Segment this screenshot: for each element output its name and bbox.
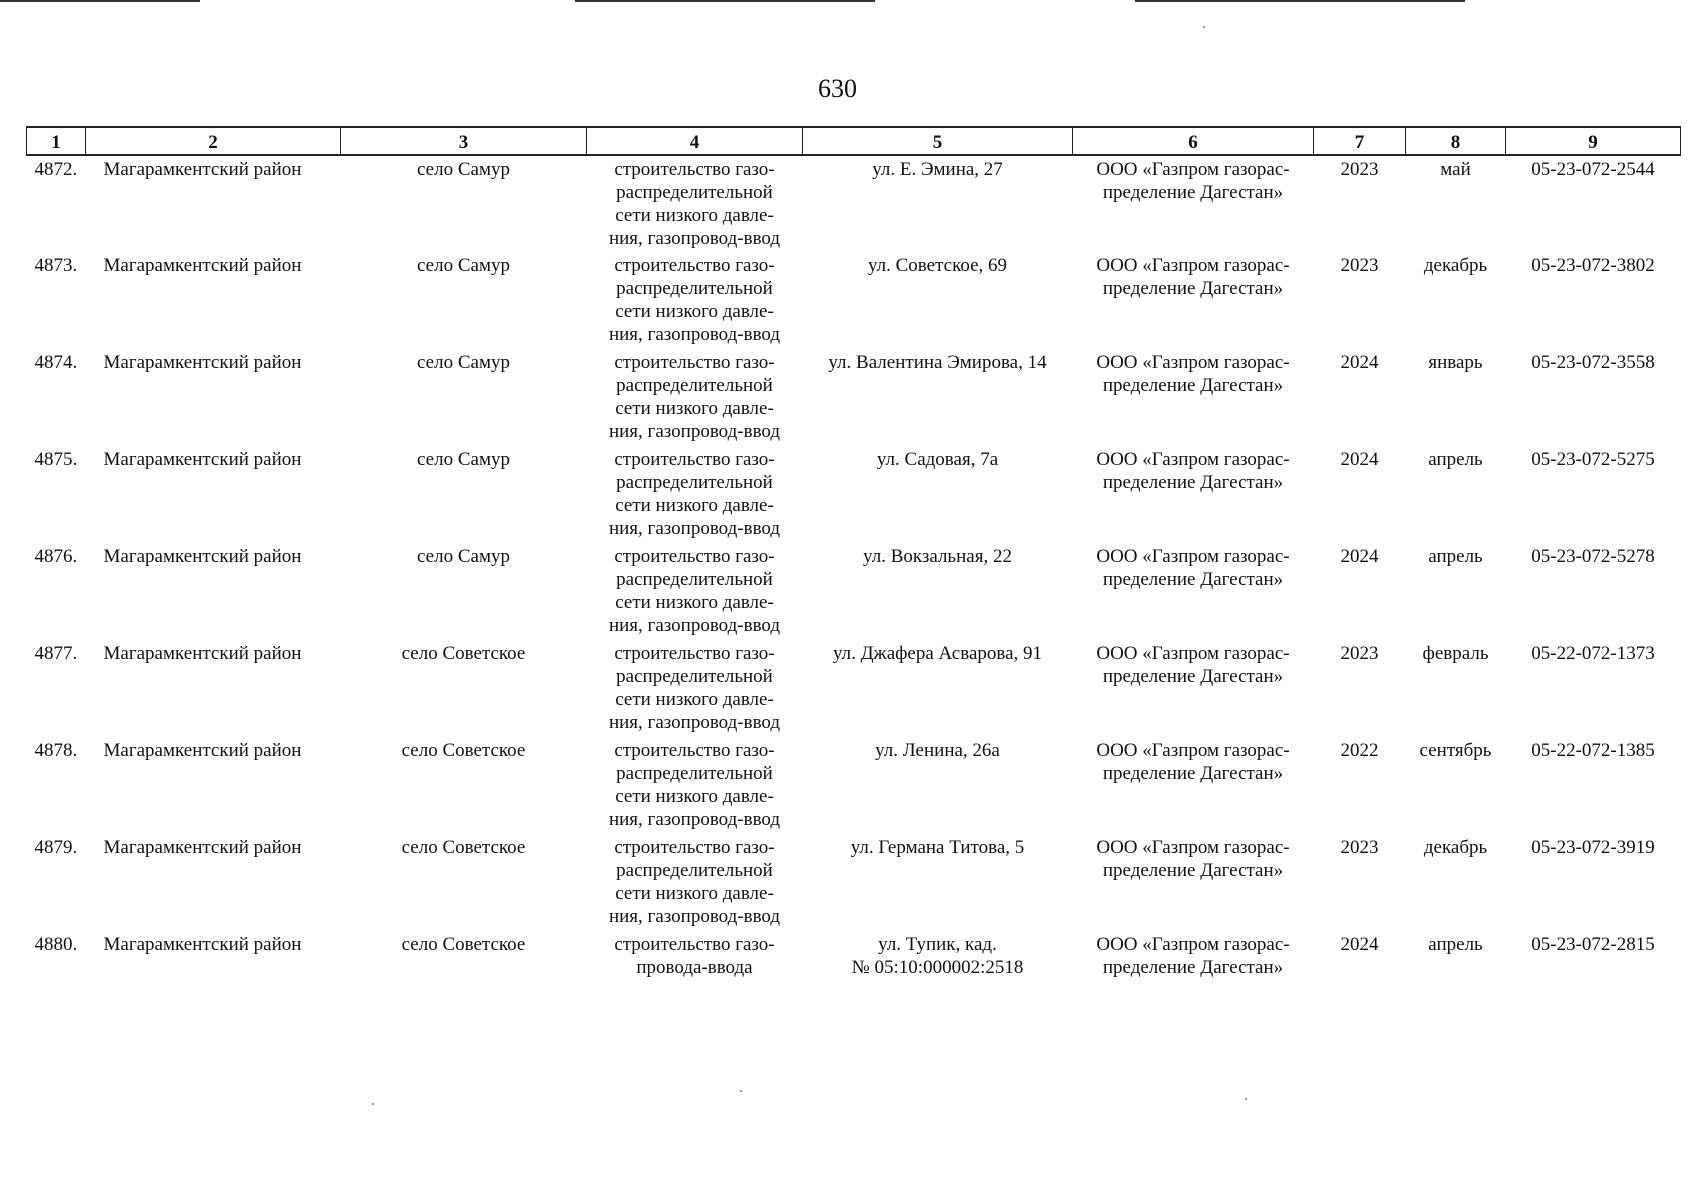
work-description-cell: строительство газо- провода-ввода (614, 934, 775, 978)
settlement-cell: село Самур (417, 352, 510, 373)
table-row (27, 252, 1681, 349)
month-cell: декабрь (1423, 255, 1488, 276)
year-cell: 2023 (1340, 837, 1379, 858)
month-cell: январь (1428, 352, 1483, 373)
registry-code-cell: 05-23-072-2544 (1531, 159, 1655, 180)
scan-speck (740, 1090, 742, 1092)
settlement-cell: село Советское (401, 837, 526, 858)
scan-edge-mark (1135, 0, 1465, 2)
organization-cell: ООО «Газпром газорас- пределение Дагестан» (1096, 643, 1290, 687)
register-table (26, 126, 1681, 991)
column-header: 2 (86, 127, 341, 155)
work-description-cell: строительство газо- распределительной сети низкого давле- ния, газопровод-ввод (608, 837, 781, 927)
column-header: 6 (1073, 127, 1314, 155)
registry-code-cell: 05-23-072-3802 (1531, 255, 1655, 276)
row-number: 4880. (34, 934, 78, 955)
organization-cell: ООО «Газпром газорас- пределение Дагестан» (1096, 546, 1290, 590)
column-header: 7 (1314, 127, 1406, 155)
registry-code-cell: 05-23-072-3558 (1531, 352, 1655, 373)
district-cell: Магарамкентский район (103, 643, 302, 664)
scan-speck (372, 1103, 374, 1105)
organization-cell: ООО «Газпром газорас- пределение Дагестан» (1096, 740, 1290, 784)
row-number: 4876. (34, 546, 78, 567)
column-header: 4 (587, 127, 803, 155)
row-number: 4879. (34, 837, 78, 858)
district-cell: Магарамкентский район (103, 255, 302, 276)
row-number: 4878. (34, 740, 78, 761)
month-cell: сентябрь (1419, 740, 1492, 761)
organization-cell: ООО «Газпром газорас- пределение Дагестан» (1096, 449, 1290, 493)
organization-cell: ООО «Газпром газорас- пределение Дагестан» (1096, 159, 1290, 203)
settlement-cell: село Самур (417, 546, 510, 567)
work-description-cell: строительство газо- распределительной сети низкого давле- ния, газопровод-ввод (608, 352, 781, 442)
settlement-cell: село Самур (417, 449, 510, 470)
work-description-cell: строительство газо- распределительной сети низкого давле- ния, газопровод-ввод (608, 740, 781, 830)
address-cell: ул. Джафера Асварова, 91 (832, 643, 1043, 664)
settlement-cell: село Советское (401, 643, 526, 664)
district-cell: Магарамкентский район (103, 934, 302, 955)
registry-code-cell: 05-23-072-3919 (1531, 837, 1655, 858)
table-row (27, 640, 1681, 737)
scan-edge-mark (575, 0, 875, 2)
work-description-cell: строительство газо- распределительной сети низкого давле- ния, газопровод-ввод (608, 159, 781, 249)
year-cell: 2023 (1340, 159, 1379, 180)
organization-cell: ООО «Газпром газорас- пределение Дагестан» (1096, 837, 1290, 881)
row-number: 4875. (34, 449, 78, 470)
organization-cell: ООО «Газпром газорас- пределение Дагестан» (1096, 352, 1290, 396)
year-cell: 2023 (1340, 255, 1379, 276)
address-cell: ул. Тупик, кад. № 05:10:000002:2518 (851, 934, 1024, 978)
column-header: 8 (1406, 127, 1506, 155)
scan-speck (1245, 1098, 1247, 1100)
address-cell: ул. Е. Эмина, 27 (872, 159, 1003, 180)
address-cell: ул. Ленина, 26а (875, 740, 1000, 761)
year-cell: 2024 (1340, 352, 1379, 373)
registry-code-cell: 05-22-072-1385 (1531, 740, 1655, 761)
settlement-cell: село Советское (401, 740, 526, 761)
row-number: 4872. (34, 159, 78, 180)
registry-code-cell: 05-23-072-5278 (1531, 546, 1655, 567)
row-number: 4873. (34, 255, 78, 276)
district-cell: Магарамкентский район (103, 159, 302, 180)
scan-edge-mark (0, 0, 200, 2)
settlement-cell: село Самур (417, 159, 510, 180)
address-cell: ул. Германа Титова, 5 (850, 837, 1025, 858)
row-number: 4877. (34, 643, 78, 664)
address-cell: ул. Валентина Эмирова, 14 (828, 352, 1047, 373)
district-cell: Магарамкентский район (103, 352, 302, 373)
year-cell: 2024 (1340, 449, 1379, 470)
column-header: 9 (1506, 127, 1681, 155)
table-row (27, 931, 1681, 991)
month-cell: февраль (1422, 643, 1489, 664)
month-cell: декабрь (1423, 837, 1488, 858)
row-number: 4874. (34, 352, 78, 373)
organization-cell: ООО «Газпром газорас- пределение Дагестан» (1096, 255, 1290, 299)
table-row (27, 446, 1681, 543)
table-row (27, 834, 1681, 931)
work-description-cell: строительство газо- распределительной сети низкого давле- ния, газопровод-ввод (608, 255, 781, 345)
settlement-cell: село Самур (417, 255, 510, 276)
address-cell: ул. Советское, 69 (867, 255, 1007, 276)
year-cell: 2022 (1340, 740, 1379, 761)
month-cell: апрель (1428, 449, 1483, 470)
column-header: 1 (27, 127, 86, 155)
month-cell: апрель (1428, 934, 1483, 955)
work-description-cell: строительство газо- распределительной сети низкого давле- ния, газопровод-ввод (608, 449, 781, 539)
table-row (27, 737, 1681, 834)
column-header: 3 (341, 127, 587, 155)
column-header: 5 (803, 127, 1073, 155)
address-cell: ул. Вокзальная, 22 (863, 546, 1012, 567)
table-body (27, 155, 1681, 991)
month-cell: апрель (1428, 546, 1483, 567)
table-row (27, 349, 1681, 446)
registry-code-cell: 05-23-072-2815 (1531, 934, 1655, 955)
organization-cell: ООО «Газпром газорас- пределение Дагестан» (1096, 934, 1290, 978)
settlement-cell: село Советское (401, 934, 526, 955)
year-cell: 2024 (1340, 546, 1379, 567)
month-cell: май (1440, 159, 1471, 180)
work-description-cell: строительство газо- распределительной сети низкого давле- ния, газопровод-ввод (608, 546, 781, 636)
district-cell: Магарамкентский район (103, 740, 302, 761)
work-description-cell: строительство газо- распределительной сети низкого давле- ния, газопровод-ввод (608, 643, 781, 733)
table-row (27, 543, 1681, 640)
table-row (27, 155, 1681, 252)
registry-code-cell: 05-23-072-5275 (1531, 449, 1655, 470)
page-number: 630 (818, 74, 857, 103)
district-cell: Магарамкентский район (103, 837, 302, 858)
year-cell: 2023 (1340, 643, 1379, 664)
scan-speck (1203, 26, 1205, 28)
district-cell: Магарамкентский район (103, 546, 302, 567)
address-cell: ул. Садовая, 7а (876, 449, 999, 470)
registry-code-cell: 05-22-072-1373 (1531, 643, 1655, 664)
column-number-row (27, 127, 1681, 155)
district-cell: Магарамкентский район (103, 449, 302, 470)
year-cell: 2024 (1340, 934, 1379, 955)
